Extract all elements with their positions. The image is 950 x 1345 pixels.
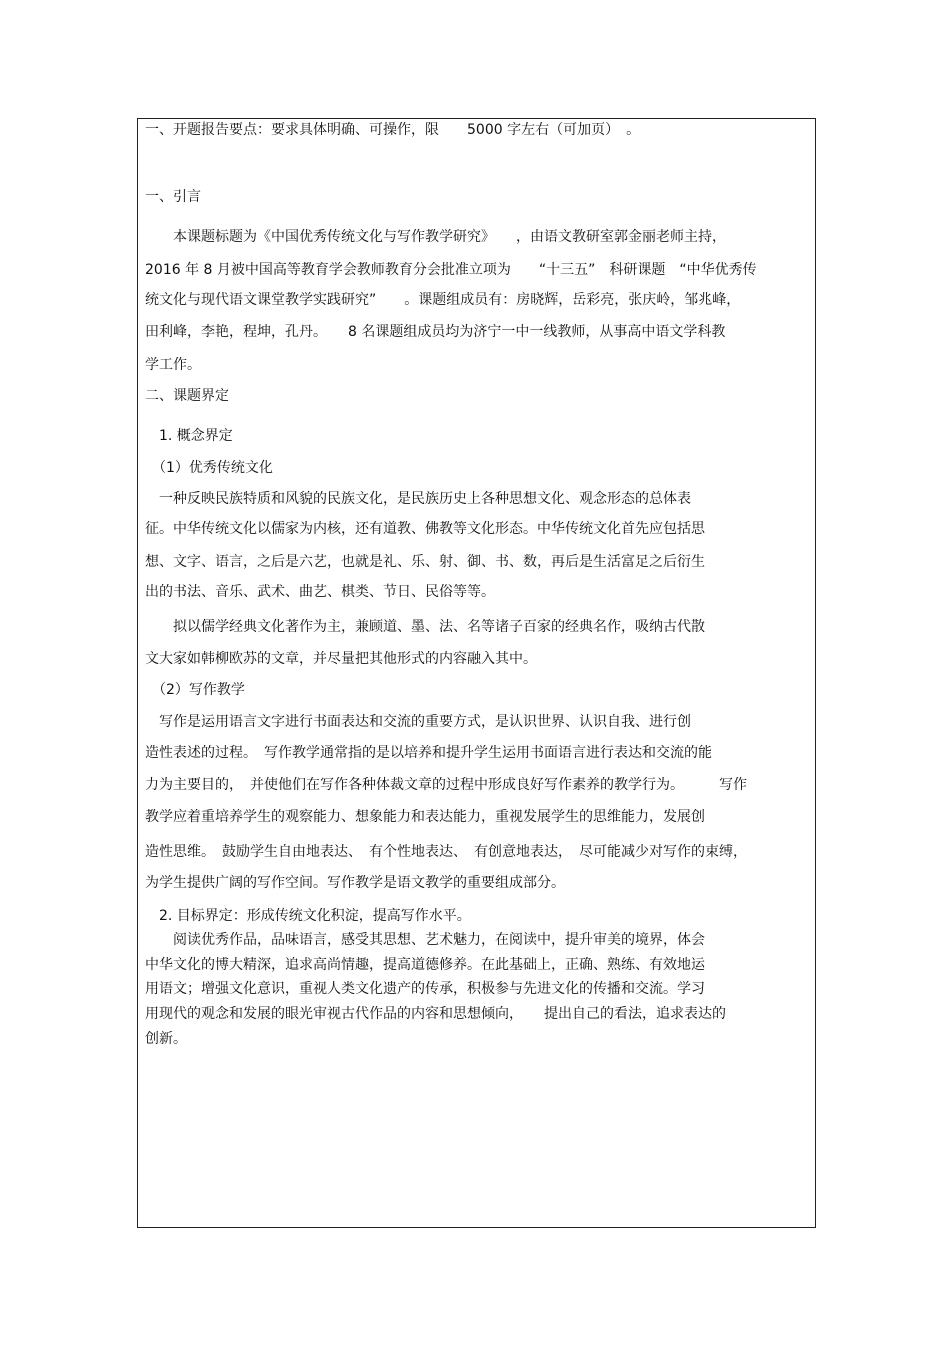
goal-line: 创新。 [145, 1031, 187, 1047]
writing-line: 造性思维。 鼓励学生自由地表达、 有个性地表达、 有创意地表达， 尽可能减少对写作的束缚， [145, 844, 747, 860]
culture-line: 拟以儒学经典文化著作为主，兼顾道、墨、法、名等诸子百家的经典名作，吸纳古代散 [145, 619, 705, 635]
report-requirements: 一、开题报告要点：要求具体明确、可操作，限 5000 字左右（可加页） 。 [145, 122, 641, 138]
writing-line: 造性表述的过程。 写作教学通常指的是以培养和提升学生运用书面语言进行表达和交流的能 [145, 745, 712, 761]
culture-line: 出的书法、音乐、武术、曲艺、棋类、节日、民俗等等。 [145, 584, 495, 600]
culture-line: 想、文字、语言，之后是六艺，也就是礼、乐、射、御、书、数，再后是生活富足之后衍生 [145, 554, 705, 570]
intro-line: 学工作。 [145, 357, 201, 373]
goal-heading: 2. 目标界定：形成传统文化积淀，提高写作水平。 [145, 908, 471, 924]
intro-line: 2016 年 8 月被中国高等教育学会教师教育分会批准立项为 “十三五” 科研课题 “中华优秀传 [145, 262, 757, 278]
intro-line: 统文化与现代语文课堂教学实践研究” 。课题组成员有：房晓辉，岳彩亮，张庆岭，邹兆峰， [145, 292, 741, 308]
writing-line: 写作是运用语言文字进行书面表达和交流的重要方式，是认识世界、认识自我、进行创 [145, 714, 691, 730]
culture-line: 一种反映民族特质和风貌的民族文化，是民族历史上各种思想文化、观念形态的总体表 [145, 491, 691, 507]
intro-line: 本课题标题为《中国优秀传统文化与写作教学研究》 ，由语文教研室郭金丽老师主持， [145, 229, 726, 245]
writing-line: 为学生提供广阔的写作空间。写作教学是语文教学的重要组成部分。 [145, 875, 565, 891]
culture-subheading: （1）优秀传统文化 [145, 460, 273, 476]
writing-line: 力为主要目的， 并使他们在写作各种体裁文章的过程中形成良好写作素养的教学行为。 写作 [145, 777, 747, 793]
writing-subheading: （2）写作教学 [145, 682, 245, 698]
culture-line: 文大家如韩柳欧苏的文章，并尽量把其他形式的内容融入其中。 [145, 651, 537, 667]
goal-line: 中华文化的博大精深，追求高尚情趣，提高道德修养。在此基础上，正确、熟练、有效地运 [145, 957, 705, 973]
intro-line: 田利峰，李艳，程坤，孔丹。 8 名课题组成员均为济宁一中一线教师，从事高中语文学科教 [145, 324, 726, 340]
scope-heading: 二、课题界定 [145, 388, 229, 404]
concept-heading: 1. 概念界定 [145, 428, 233, 444]
culture-line: 征。中华传统文化以儒家为内核，还有道教、佛教等文化形态。中华传统文化首先应包括思 [145, 521, 705, 537]
goal-line: 用现代的观念和发展的眼光审视古代作品的内容和思想倾向， 提出自己的看法，追求表达的 [145, 1006, 726, 1022]
intro-heading: 一、引言 [145, 189, 201, 205]
report-frame [137, 118, 816, 1228]
goal-line: 阅读优秀作品，品味语言，感受其思想、艺术魅力，在阅读中，提升审美的境界，体会 [145, 932, 705, 948]
goal-line: 用语文；增强文化意识，重视人类文化遗产的传承，积极参与先进文化的传播和交流。学习 [145, 981, 705, 997]
writing-line: 教学应着重培养学生的观察能力、想象能力和表达能力，重视发展学生的思维能力，发展创 [145, 809, 705, 825]
